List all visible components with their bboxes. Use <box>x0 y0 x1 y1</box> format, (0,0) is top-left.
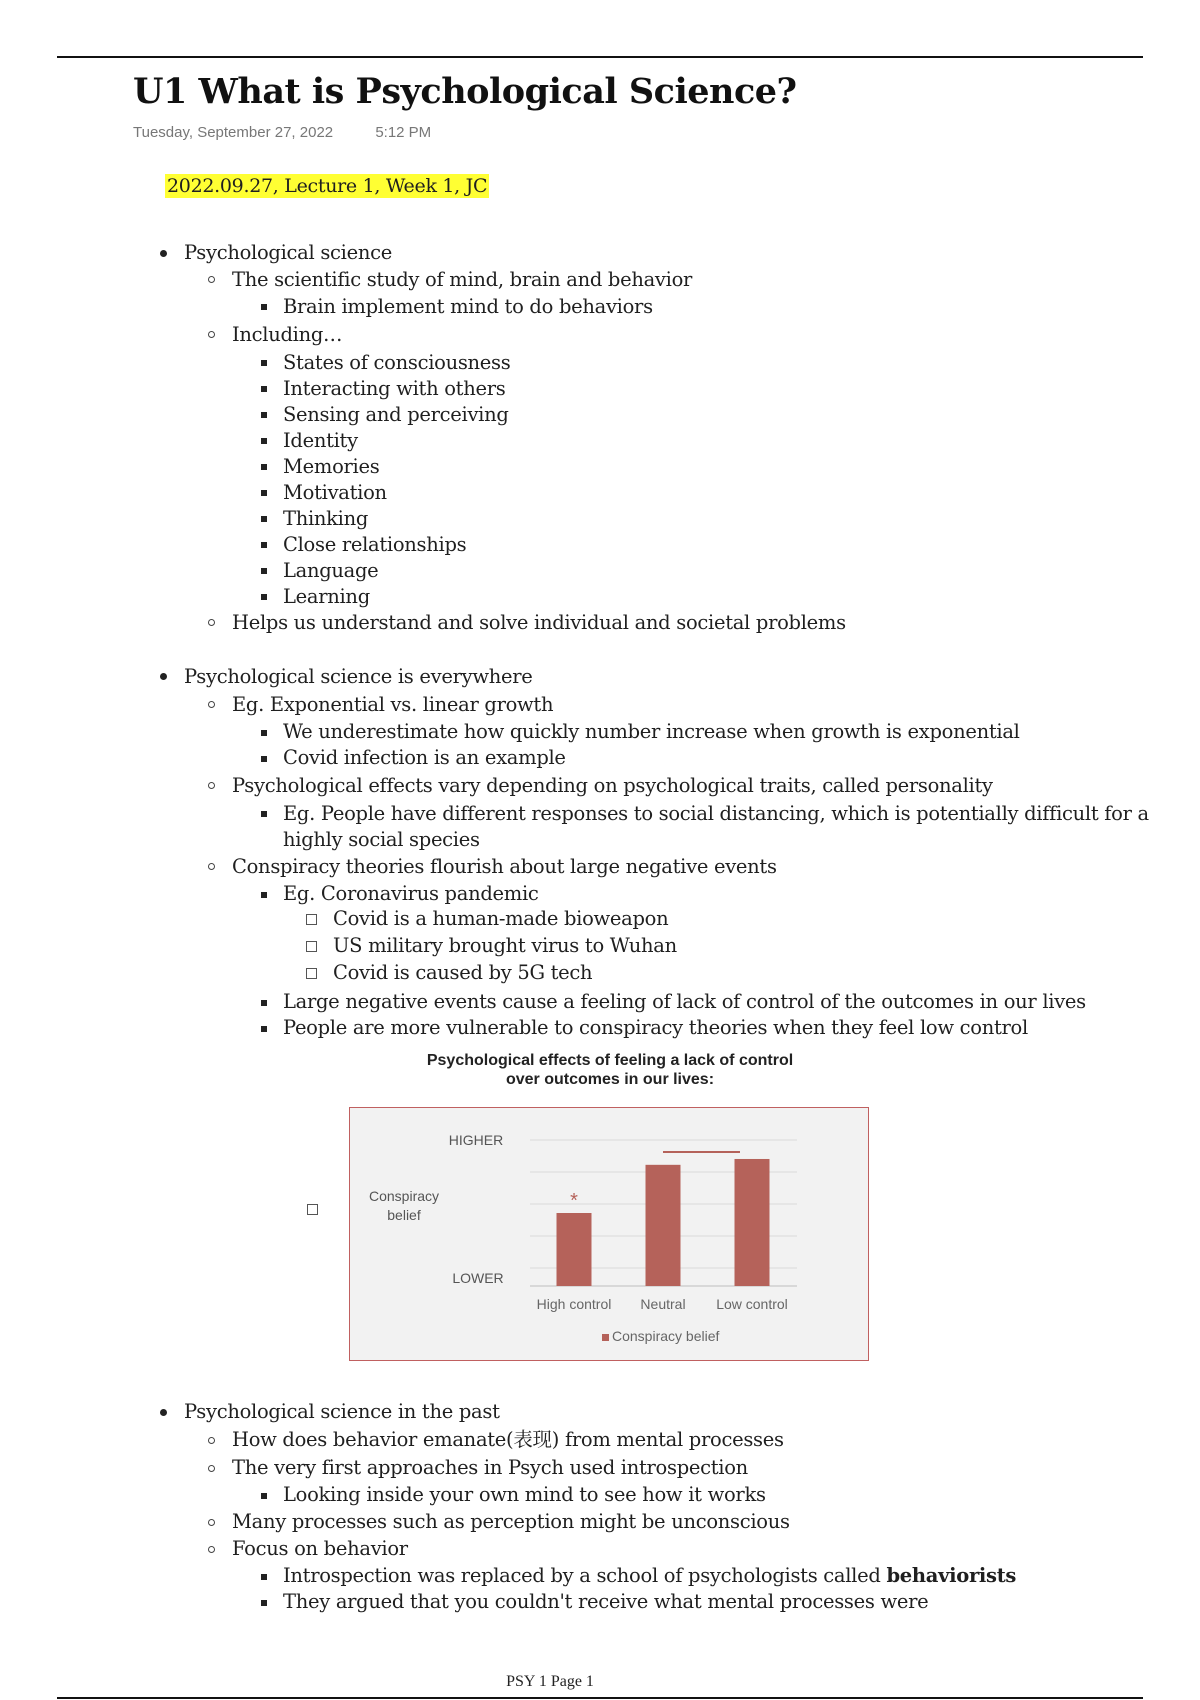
list-item: Interacting with others <box>283 377 506 400</box>
bullet-square <box>261 594 267 600</box>
bullet-square <box>261 730 267 736</box>
s2-a: Eg. Exponential vs. linear growth <box>232 693 554 716</box>
list-item: Language <box>283 559 379 582</box>
y-high-label: HIGHER <box>448 1132 504 1148</box>
significance-marker: * <box>570 1190 578 1212</box>
chart-title <box>380 1051 840 1089</box>
bottom-rule <box>57 1697 1143 1699</box>
s1-a: The scientific study of mind, brain and behavior <box>232 268 693 291</box>
bullet-square <box>261 756 267 762</box>
s2-a1: We underestimate how quickly number increase when growth is exponential <box>283 720 1020 743</box>
s1-heading: Psychological science <box>184 241 392 264</box>
bullet-square <box>261 1600 267 1606</box>
s2-a2: Covid infection is an example <box>283 746 566 769</box>
bullet-square <box>261 1000 267 1006</box>
chart-frame <box>349 1107 869 1361</box>
bullet-disc <box>160 673 167 680</box>
x-tick-label: Low control <box>716 1296 788 1312</box>
s2-c2: Large negative events cause a feeling of lack of control of the outcomes in our lives <box>283 990 1086 1013</box>
s3-b1: Looking inside your own mind to see how it works <box>283 1483 766 1506</box>
bullet-square <box>261 304 267 310</box>
s2-c3: People are more vulnerable to conspiracy theories when they feel low control <box>283 1016 1028 1039</box>
y-axis-label-line1: Conspiracy <box>368 1188 440 1204</box>
bullet-circle <box>208 1437 215 1444</box>
bullet-circle <box>208 276 215 283</box>
checkbox-bullet <box>306 968 317 979</box>
s3-b: The very first approaches in Psych used introspection <box>232 1456 748 1479</box>
bullet-disc <box>160 1409 167 1416</box>
page-time: 5:12 PM <box>375 124 432 141</box>
bullet-square <box>261 1493 267 1499</box>
bullet-square <box>261 516 267 522</box>
s1-a1: Brain implement mind to do behaviors <box>283 295 653 318</box>
bullet-circle <box>208 1519 215 1526</box>
s2-b1-line2: highly social species <box>283 828 480 851</box>
legend-swatch <box>602 1334 609 1341</box>
lecture-tag: 2022.09.27, Lecture 1, Week 1, JC <box>167 175 488 197</box>
bullet-square <box>261 892 267 898</box>
bullet-square <box>261 542 267 548</box>
bullet-disc <box>160 250 167 257</box>
bullet-square <box>261 1026 267 1032</box>
y-low-label: LOWER <box>452 1270 504 1286</box>
bullet-square <box>261 568 267 574</box>
bullet-square <box>261 490 267 496</box>
s2-b1-line1: Eg. People have different responses to social distancing, which is potentially difficult for a <box>283 802 1149 825</box>
s2-c: Conspiracy theories flourish about large negative events <box>232 855 777 878</box>
list-item: Covid is caused by 5G tech <box>333 961 593 984</box>
bullet-square <box>261 464 267 470</box>
list-item: Covid is a human-made bioweapon <box>333 907 669 930</box>
list-item: Identity <box>283 429 358 452</box>
s2-c1: Eg. Coronavirus pandemic <box>283 882 539 905</box>
bullet-circle <box>208 1546 215 1553</box>
chart-title-line2: over outcomes in our lives: <box>505 1071 715 1088</box>
list-item: Close relationships <box>283 533 467 556</box>
s1-b: Including… <box>232 323 343 346</box>
bullet-square <box>261 386 267 392</box>
bar-chart <box>350 1108 867 1359</box>
list-item: Motivation <box>283 481 387 504</box>
list-item: US military brought virus to Wuhan <box>333 934 677 957</box>
page-date: Tuesday, September 27, 2022 <box>133 124 334 141</box>
bullet-circle <box>208 701 215 708</box>
x-tick-label: Neutral <box>640 1296 686 1312</box>
checkbox-bullet <box>306 914 317 925</box>
bar-neutral <box>646 1165 681 1286</box>
list-item: Thinking <box>283 507 369 530</box>
list-item: Learning <box>283 585 370 608</box>
s3-d1-bold: behaviorists <box>886 1564 1017 1587</box>
page-title: U1 What is Psychological Science? <box>133 71 797 112</box>
x-tick-label: High control <box>536 1296 612 1312</box>
bullet-square <box>261 438 267 444</box>
chart-title-line1: Psychological effects of feeling a lack of control <box>426 1052 794 1069</box>
bullet-circle <box>208 331 215 338</box>
s3-d1-text: Introspection was replaced by a school of psychologists called <box>283 1564 887 1587</box>
x-tick-labels <box>537 1296 788 1312</box>
bullet-circle <box>208 863 215 870</box>
s3-c: Many processes such as perception might be unconscious <box>232 1510 790 1533</box>
bullet-square <box>261 412 267 418</box>
bullet-circle <box>208 782 215 789</box>
s3-d1 <box>283 1564 1016 1588</box>
bullet-circle <box>208 619 215 626</box>
bar-high-control <box>557 1213 592 1286</box>
y-axis-label-line2: belief <box>387 1207 421 1223</box>
page-footer: PSY 1 Page 1 <box>506 1673 594 1690</box>
s1-c: Helps us understand and solve individual and societal problems <box>232 611 846 634</box>
bullet-square <box>261 1574 267 1580</box>
list-item: States of consciousness <box>283 351 511 374</box>
checkbox-bullet <box>307 1204 318 1215</box>
list-item: Memories <box>283 455 380 478</box>
s3-d: Focus on behavior <box>232 1537 408 1560</box>
s3-a: How does behavior emanate(表现) from mental processes <box>232 1428 784 1451</box>
page-meta <box>133 124 431 141</box>
checkbox-bullet <box>306 941 317 952</box>
top-rule <box>57 56 1143 58</box>
s3-d2: They argued that you couldn't receive what mental processes were <box>283 1590 929 1613</box>
bullet-square <box>261 360 267 366</box>
s2-heading: Psychological science is everywhere <box>184 665 533 688</box>
list-item: Sensing and perceiving <box>283 403 509 426</box>
s3-heading: Psychological science in the past <box>184 1400 500 1423</box>
bullet-square <box>261 811 267 817</box>
s2-b: Psychological effects vary depending on psychological traits, called personality <box>232 774 993 797</box>
bullet-circle <box>208 1465 215 1472</box>
bar-low-control <box>735 1159 770 1286</box>
legend-label: Conspiracy belief <box>612 1328 720 1344</box>
bars <box>557 1159 770 1286</box>
